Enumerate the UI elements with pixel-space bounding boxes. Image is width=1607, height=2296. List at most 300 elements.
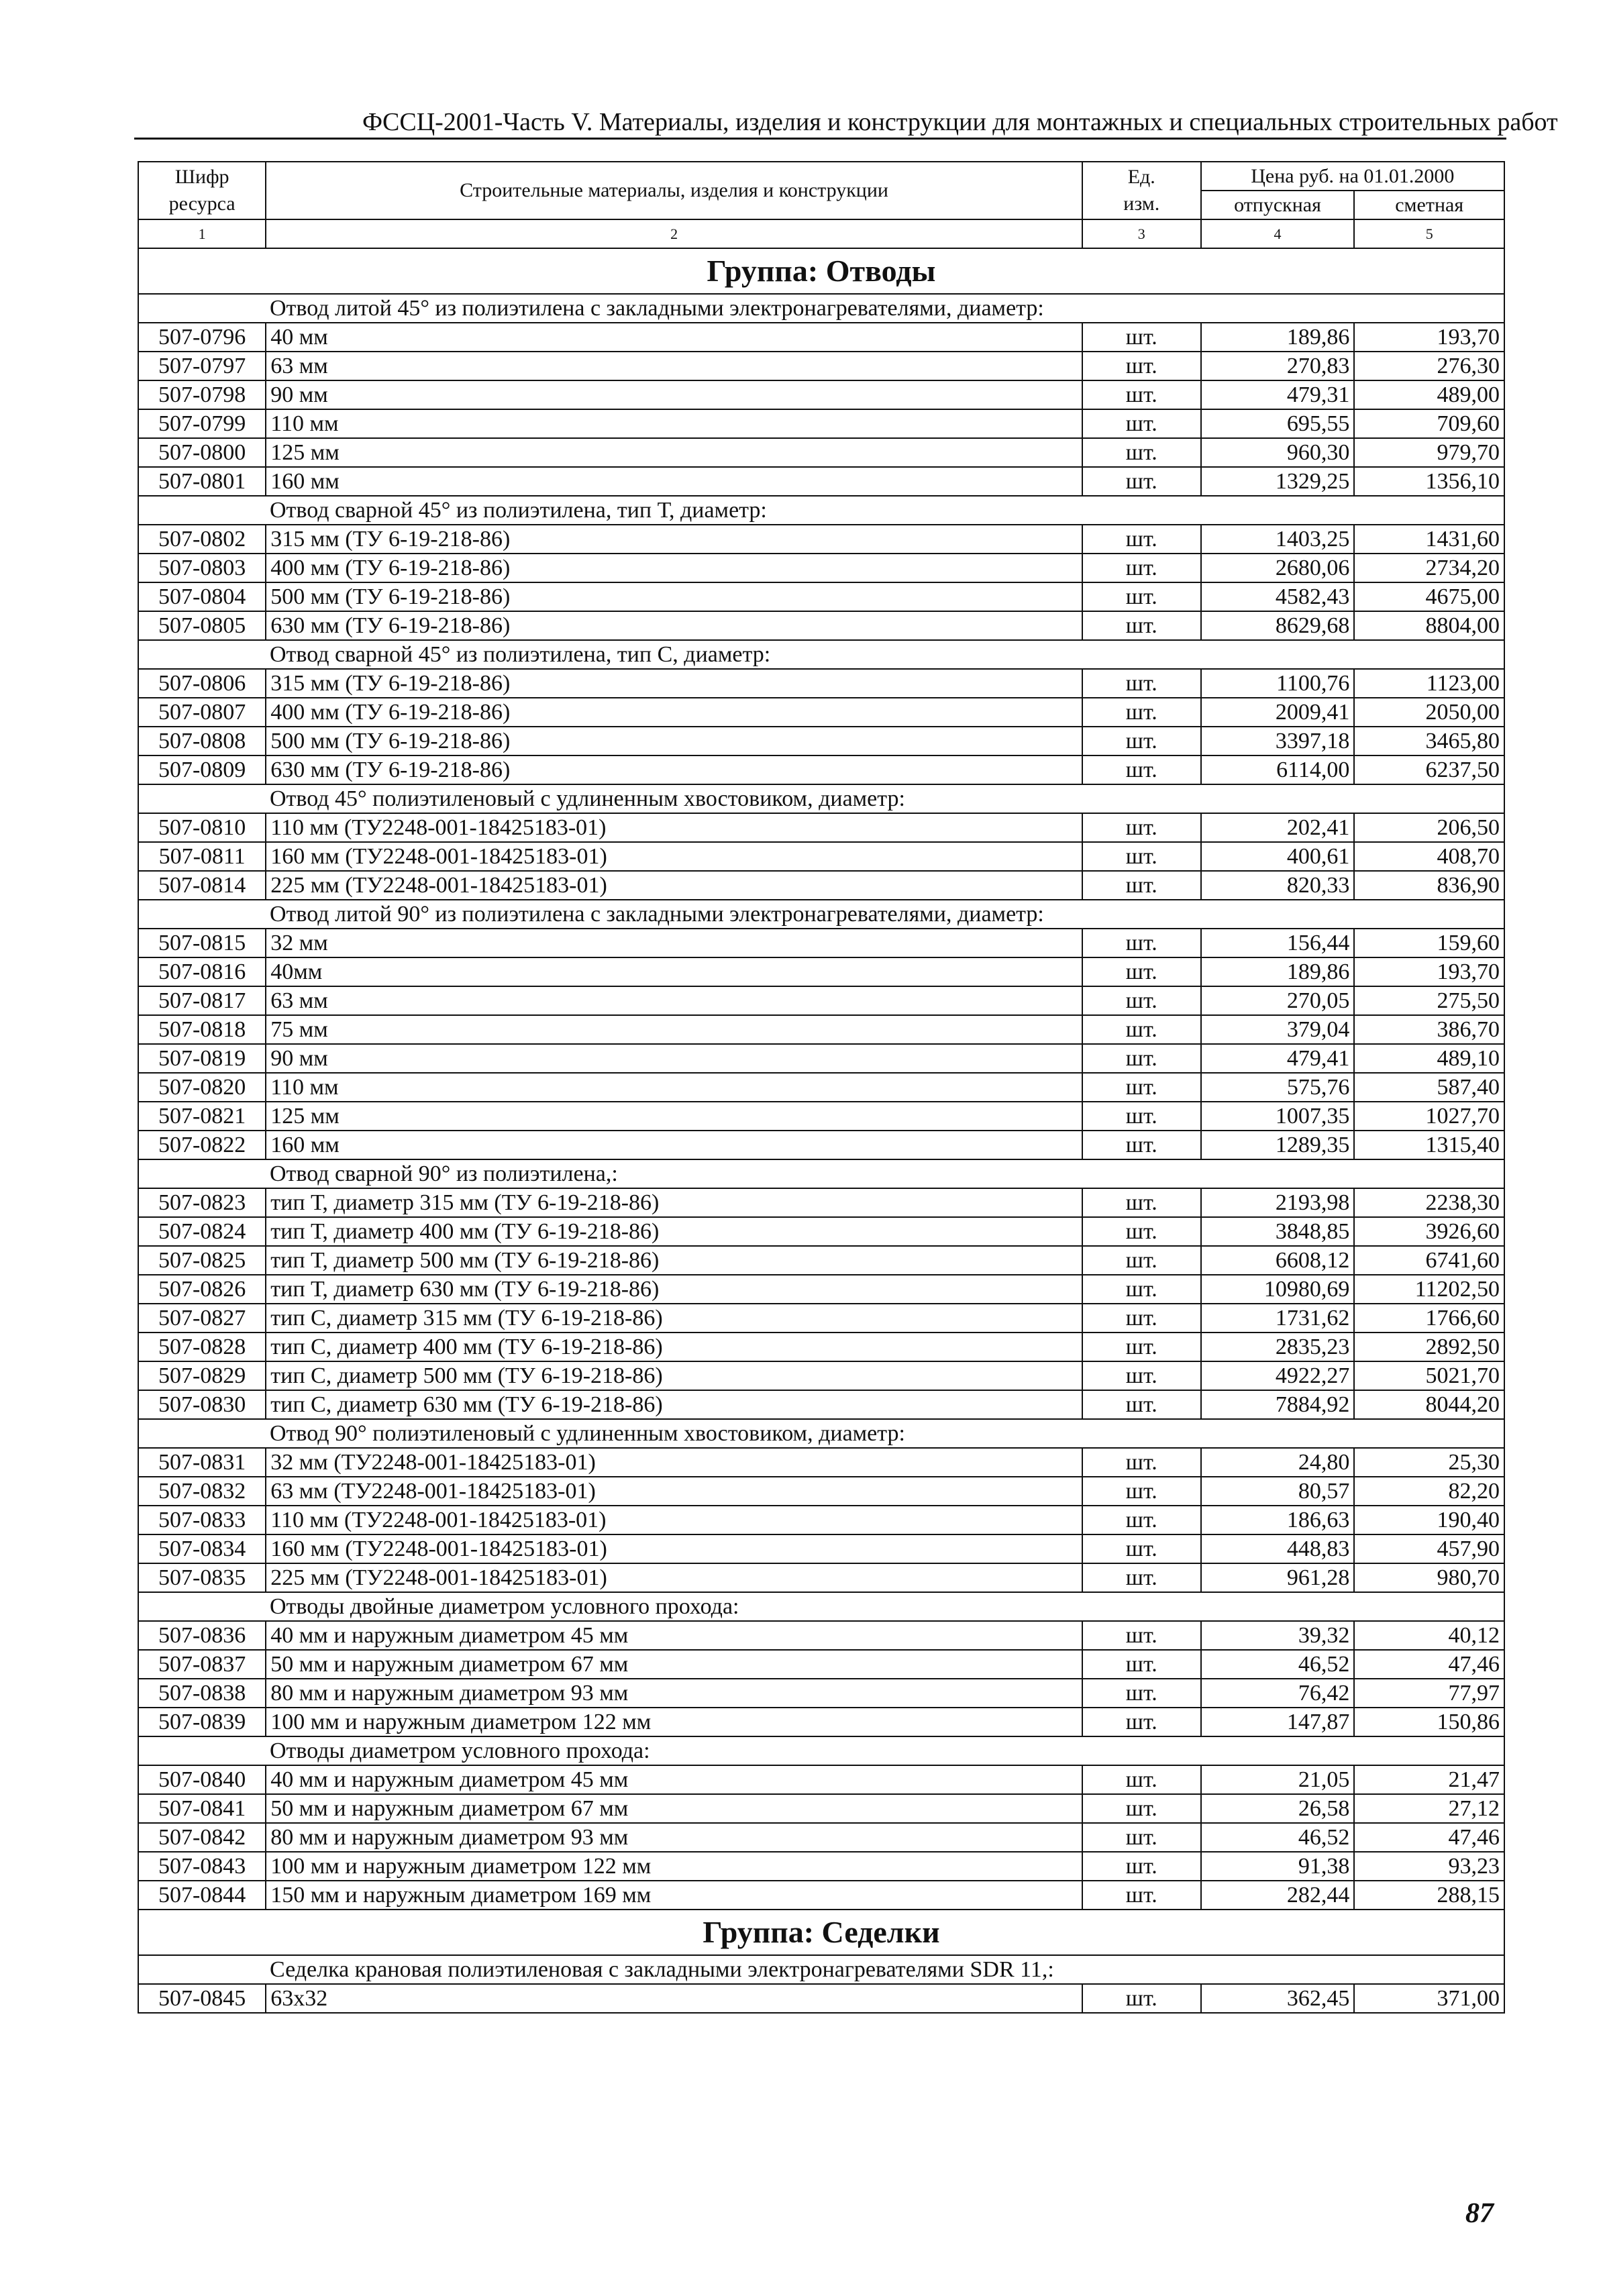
price-release: 448,83 xyxy=(1201,1534,1355,1563)
group-row xyxy=(138,1910,1504,1955)
resource-code: 507-0817 xyxy=(138,986,266,1015)
resource-code: 507-0836 xyxy=(138,1621,266,1650)
item-unit: шт. xyxy=(1082,1102,1201,1131)
item-unit: шт. xyxy=(1082,1650,1201,1679)
resource-code: 507-0805 xyxy=(138,611,266,640)
price-estimate: 3465,80 xyxy=(1354,727,1504,755)
table-row xyxy=(138,1477,1504,1506)
table-row xyxy=(138,1650,1504,1679)
col-header-price-estimate: сметная xyxy=(1354,191,1504,219)
subgroup-title: Отвод сварной 45° из полиэтилена, тип Т, диаметр: xyxy=(138,496,1504,525)
price-release: 6608,12 xyxy=(1201,1246,1355,1275)
item-name: тип Т, диаметр 315 мм (ТУ 6-19-218-86) xyxy=(266,1188,1082,1217)
price-estimate: 6741,60 xyxy=(1354,1246,1504,1275)
table-row xyxy=(138,554,1504,582)
item-name: 125 мм xyxy=(266,438,1082,467)
col-number: 3 xyxy=(1082,219,1201,248)
item-unit: шт. xyxy=(1082,1390,1201,1419)
item-name: 400 мм (ТУ 6-19-218-86) xyxy=(266,554,1082,582)
resource-code: 507-0834 xyxy=(138,1534,266,1563)
item-name: 50 мм и наружным диаметром 67 мм xyxy=(266,1650,1082,1679)
price-estimate: 489,10 xyxy=(1354,1044,1504,1073)
item-name: 500 мм (ТУ 6-19-218-86) xyxy=(266,727,1082,755)
resource-code: 507-0843 xyxy=(138,1852,266,1881)
item-unit: шт. xyxy=(1082,1188,1201,1217)
item-name: 225 мм (ТУ2248-001-18425183-01) xyxy=(266,1563,1082,1592)
resource-code: 507-0844 xyxy=(138,1881,266,1910)
table-row xyxy=(138,1361,1504,1390)
price-release: 3397,18 xyxy=(1201,727,1355,755)
item-unit: шт. xyxy=(1082,380,1201,409)
item-name: 315 мм (ТУ 6-19-218-86) xyxy=(266,669,1082,698)
table-row xyxy=(138,582,1504,611)
resource-code: 507-0831 xyxy=(138,1448,266,1477)
item-name: 90 мм xyxy=(266,380,1082,409)
item-name: 90 мм xyxy=(266,1044,1082,1073)
item-unit: шт. xyxy=(1082,698,1201,727)
price-estimate: 489,00 xyxy=(1354,380,1504,409)
subgroup-title: Отвод литой 45° из полиэтилена с закладными электронагревателями, диаметр: xyxy=(138,294,1504,323)
item-unit: шт. xyxy=(1082,438,1201,467)
price-estimate: 979,70 xyxy=(1354,438,1504,467)
price-estimate: 2892,50 xyxy=(1354,1333,1504,1361)
table-row xyxy=(138,871,1504,900)
header-rule xyxy=(134,138,1506,140)
col-header-name: Строительные материалы, изделия и конструкции xyxy=(266,162,1082,219)
item-name: 110 мм xyxy=(266,409,1082,438)
item-name: 40 мм xyxy=(266,323,1082,352)
item-name: тип С, диаметр 400 мм (ТУ 6-19-218-86) xyxy=(266,1333,1082,1361)
price-estimate: 2238,30 xyxy=(1354,1188,1504,1217)
price-estimate: 6237,50 xyxy=(1354,755,1504,784)
table-row xyxy=(138,1881,1504,1910)
table-row xyxy=(138,1015,1504,1044)
item-name: 110 мм xyxy=(266,1073,1082,1102)
price-estimate: 25,30 xyxy=(1354,1448,1504,1477)
price-estimate: 980,70 xyxy=(1354,1563,1504,1592)
item-unit: шт. xyxy=(1082,1217,1201,1246)
resource-code: 507-0840 xyxy=(138,1765,266,1794)
resource-code: 507-0808 xyxy=(138,727,266,755)
price-release: 270,83 xyxy=(1201,352,1355,380)
resource-code: 507-0804 xyxy=(138,582,266,611)
item-unit: шт. xyxy=(1082,1246,1201,1275)
price-release: 10980,69 xyxy=(1201,1275,1355,1304)
table-row xyxy=(138,1823,1504,1852)
resource-code: 507-0830 xyxy=(138,1390,266,1419)
item-unit: шт. xyxy=(1082,1534,1201,1563)
price-estimate: 1315,40 xyxy=(1354,1131,1504,1159)
price-estimate: 93,23 xyxy=(1354,1852,1504,1881)
price-estimate: 190,40 xyxy=(1354,1506,1504,1534)
table-row xyxy=(138,929,1504,957)
table-row xyxy=(138,1794,1504,1823)
item-unit: шт. xyxy=(1082,1881,1201,1910)
table-row xyxy=(138,1217,1504,1246)
price-estimate: 1027,70 xyxy=(1354,1102,1504,1131)
item-name: 32 мм xyxy=(266,929,1082,957)
price-release: 362,45 xyxy=(1201,1984,1355,2013)
price-release: 1289,35 xyxy=(1201,1131,1355,1159)
table-row xyxy=(138,1073,1504,1102)
resource-code: 507-0814 xyxy=(138,871,266,900)
table-row xyxy=(138,1390,1504,1419)
subgroup-row xyxy=(138,1736,1504,1765)
item-unit: шт. xyxy=(1082,1852,1201,1881)
resource-code: 507-0820 xyxy=(138,1073,266,1102)
item-name: 100 мм и наружным диаметром 122 мм xyxy=(266,1708,1082,1736)
price-estimate: 1356,10 xyxy=(1354,467,1504,496)
price-release: 820,33 xyxy=(1201,871,1355,900)
resource-code: 507-0801 xyxy=(138,467,266,496)
resource-code: 507-0809 xyxy=(138,755,266,784)
price-estimate: 47,46 xyxy=(1354,1823,1504,1852)
price-estimate: 2734,20 xyxy=(1354,554,1504,582)
price-estimate: 371,00 xyxy=(1354,1984,1504,2013)
resource-code: 507-0829 xyxy=(138,1361,266,1390)
price-release: 4922,27 xyxy=(1201,1361,1355,1390)
table-row xyxy=(138,1765,1504,1794)
item-unit: шт. xyxy=(1082,842,1201,871)
table-row xyxy=(138,611,1504,640)
resource-code: 507-0799 xyxy=(138,409,266,438)
subgroup-title: Отвод 45° полиэтиленовый с удлиненным хвостовиком, диаметр: xyxy=(138,784,1504,813)
resource-code: 507-0802 xyxy=(138,525,266,554)
item-name: 160 мм xyxy=(266,1131,1082,1159)
price-estimate: 587,40 xyxy=(1354,1073,1504,1102)
item-name: 160 мм (ТУ2248-001-18425183-01) xyxy=(266,842,1082,871)
price-estimate: 2050,00 xyxy=(1354,698,1504,727)
item-name: 225 мм (ТУ2248-001-18425183-01) xyxy=(266,871,1082,900)
price-release: 4582,43 xyxy=(1201,582,1355,611)
item-name: 63x32 xyxy=(266,1984,1082,2013)
price-estimate: 82,20 xyxy=(1354,1477,1504,1506)
price-release: 2835,23 xyxy=(1201,1333,1355,1361)
resource-code: 507-0806 xyxy=(138,669,266,698)
price-release: 479,31 xyxy=(1201,380,1355,409)
price-release: 400,61 xyxy=(1201,842,1355,871)
item-name: 110 мм (ТУ2248-001-18425183-01) xyxy=(266,813,1082,842)
resource-code: 507-0828 xyxy=(138,1333,266,1361)
item-name: 125 мм xyxy=(266,1102,1082,1131)
item-name: тип Т, диаметр 500 мм (ТУ 6-19-218-86) xyxy=(266,1246,1082,1275)
price-estimate: 5021,70 xyxy=(1354,1361,1504,1390)
item-name: 80 мм и наружным диаметром 93 мм xyxy=(266,1679,1082,1708)
resource-code: 507-0832 xyxy=(138,1477,266,1506)
resource-code: 507-0797 xyxy=(138,352,266,380)
subgroup-row xyxy=(138,900,1504,929)
table-row xyxy=(138,1506,1504,1534)
item-name: 80 мм и наружным диаметром 93 мм xyxy=(266,1823,1082,1852)
price-release: 189,86 xyxy=(1201,323,1355,352)
group-row xyxy=(138,248,1504,294)
table-row xyxy=(138,1304,1504,1333)
item-unit: шт. xyxy=(1082,1621,1201,1650)
resource-code: 507-0827 xyxy=(138,1304,266,1333)
price-release: 189,86 xyxy=(1201,957,1355,986)
price-release: 270,05 xyxy=(1201,986,1355,1015)
table-row xyxy=(138,1621,1504,1650)
price-estimate: 1766,60 xyxy=(1354,1304,1504,1333)
item-unit: шт. xyxy=(1082,1044,1201,1073)
resource-code: 507-0810 xyxy=(138,813,266,842)
price-release: 91,38 xyxy=(1201,1852,1355,1881)
item-unit: шт. xyxy=(1082,611,1201,640)
resource-code: 507-0818 xyxy=(138,1015,266,1044)
item-unit: шт. xyxy=(1082,1131,1201,1159)
subgroup-title: Отводы диаметром условного прохода: xyxy=(138,1736,1504,1765)
price-estimate: 1431,60 xyxy=(1354,525,1504,554)
item-unit: шт. xyxy=(1082,755,1201,784)
group-title: Группа: Седелки xyxy=(138,1910,1504,1955)
item-unit: шт. xyxy=(1082,813,1201,842)
price-estimate: 40,12 xyxy=(1354,1621,1504,1650)
item-unit: шт. xyxy=(1082,1765,1201,1794)
table-row xyxy=(138,986,1504,1015)
price-release: 2009,41 xyxy=(1201,698,1355,727)
resource-code: 507-0816 xyxy=(138,957,266,986)
price-estimate: 206,50 xyxy=(1354,813,1504,842)
table-body xyxy=(138,248,1504,2013)
price-estimate: 709,60 xyxy=(1354,409,1504,438)
price-release: 1007,35 xyxy=(1201,1102,1355,1131)
resource-code: 507-0811 xyxy=(138,842,266,871)
item-unit: шт. xyxy=(1082,1563,1201,1592)
item-unit: шт. xyxy=(1082,1794,1201,1823)
price-release: 186,63 xyxy=(1201,1506,1355,1534)
item-name: 40 мм и наружным диаметром 45 мм xyxy=(266,1765,1082,1794)
table-row xyxy=(138,1679,1504,1708)
price-release: 575,76 xyxy=(1201,1073,1355,1102)
table-row xyxy=(138,1131,1504,1159)
item-unit: шт. xyxy=(1082,929,1201,957)
price-estimate: 159,60 xyxy=(1354,929,1504,957)
item-unit: шт. xyxy=(1082,409,1201,438)
price-estimate: 77,97 xyxy=(1354,1679,1504,1708)
item-unit: шт. xyxy=(1082,1448,1201,1477)
subgroup-row xyxy=(138,294,1504,323)
price-release: 46,52 xyxy=(1201,1650,1355,1679)
price-release: 6114,00 xyxy=(1201,755,1355,784)
item-unit: шт. xyxy=(1082,1477,1201,1506)
item-unit: шт. xyxy=(1082,1304,1201,1333)
item-unit: шт. xyxy=(1082,1361,1201,1390)
resource-code: 507-0842 xyxy=(138,1823,266,1852)
item-name: 100 мм и наружным диаметром 122 мм xyxy=(266,1852,1082,1881)
item-unit: шт. xyxy=(1082,669,1201,698)
price-estimate: 408,70 xyxy=(1354,842,1504,871)
item-unit: шт. xyxy=(1082,1708,1201,1736)
resource-code: 507-0796 xyxy=(138,323,266,352)
table-row xyxy=(138,1188,1504,1217)
price-table xyxy=(138,161,1505,2014)
item-name: 50 мм и наружным диаметром 67 мм xyxy=(266,1794,1082,1823)
table-row xyxy=(138,409,1504,438)
subgroup-row xyxy=(138,496,1504,525)
price-estimate: 47,46 xyxy=(1354,1650,1504,1679)
table-row xyxy=(138,352,1504,380)
item-unit: шт. xyxy=(1082,871,1201,900)
table-row xyxy=(138,323,1504,352)
table-row xyxy=(138,1246,1504,1275)
item-name: тип С, диаметр 500 мм (ТУ 6-19-218-86) xyxy=(266,1361,1082,1390)
subgroup-row xyxy=(138,1592,1504,1621)
subgroup-row xyxy=(138,1159,1504,1188)
subgroup-title: Отвод 90° полиэтиленовый с удлиненным хвостовиком, диаметр: xyxy=(138,1419,1504,1448)
col-header-price-release: отпускная xyxy=(1201,191,1355,219)
resource-code: 507-0824 xyxy=(138,1217,266,1246)
resource-code: 507-0825 xyxy=(138,1246,266,1275)
price-estimate: 8804,00 xyxy=(1354,611,1504,640)
resource-code: 507-0807 xyxy=(138,698,266,727)
item-unit: шт. xyxy=(1082,323,1201,352)
price-estimate: 4675,00 xyxy=(1354,582,1504,611)
resource-code: 507-0823 xyxy=(138,1188,266,1217)
price-estimate: 27,12 xyxy=(1354,1794,1504,1823)
item-name: 630 мм (ТУ 6-19-218-86) xyxy=(266,755,1082,784)
item-name: тип С, диаметр 315 мм (ТУ 6-19-218-86) xyxy=(266,1304,1082,1333)
price-estimate: 193,70 xyxy=(1354,957,1504,986)
table-row xyxy=(138,467,1504,496)
item-unit: шт. xyxy=(1082,554,1201,582)
price-estimate: 11202,50 xyxy=(1354,1275,1504,1304)
item-name: 63 мм xyxy=(266,352,1082,380)
item-unit: шт. xyxy=(1082,1333,1201,1361)
table-row xyxy=(138,1563,1504,1592)
price-estimate: 193,70 xyxy=(1354,323,1504,352)
table-row xyxy=(138,755,1504,784)
price-estimate: 276,30 xyxy=(1354,352,1504,380)
item-unit: шт. xyxy=(1082,1015,1201,1044)
price-release: 2680,06 xyxy=(1201,554,1355,582)
price-release: 961,28 xyxy=(1201,1563,1355,1592)
subgroup-row xyxy=(138,784,1504,813)
price-release: 282,44 xyxy=(1201,1881,1355,1910)
item-name: 75 мм xyxy=(266,1015,1082,1044)
table-row xyxy=(138,957,1504,986)
resource-code: 507-0821 xyxy=(138,1102,266,1131)
table-row xyxy=(138,1534,1504,1563)
item-unit: шт. xyxy=(1082,727,1201,755)
col-header-unit: Ед. изм. xyxy=(1082,162,1201,219)
item-name: 160 мм (ТУ2248-001-18425183-01) xyxy=(266,1534,1082,1563)
price-estimate: 3926,60 xyxy=(1354,1217,1504,1246)
table-row xyxy=(138,669,1504,698)
price-release: 1100,76 xyxy=(1201,669,1355,698)
table-row xyxy=(138,1275,1504,1304)
item-name: 63 мм xyxy=(266,986,1082,1015)
col-number: 2 xyxy=(266,219,1082,248)
item-unit: шт. xyxy=(1082,1073,1201,1102)
item-name: тип Т, диаметр 630 мм (ТУ 6-19-218-86) xyxy=(266,1275,1082,1304)
table-row xyxy=(138,1852,1504,1881)
table-row xyxy=(138,1708,1504,1736)
price-release: 695,55 xyxy=(1201,409,1355,438)
price-release: 1403,25 xyxy=(1201,525,1355,554)
item-name: 40мм xyxy=(266,957,1082,986)
price-estimate: 836,90 xyxy=(1354,871,1504,900)
price-estimate: 150,86 xyxy=(1354,1708,1504,1736)
price-release: 26,58 xyxy=(1201,1794,1355,1823)
table-row xyxy=(138,380,1504,409)
item-name: 160 мм xyxy=(266,467,1082,496)
price-release: 202,41 xyxy=(1201,813,1355,842)
col-number: 5 xyxy=(1354,219,1504,248)
price-release: 76,42 xyxy=(1201,1679,1355,1708)
price-release: 8629,68 xyxy=(1201,611,1355,640)
item-unit: шт. xyxy=(1082,1506,1201,1534)
subgroup-row xyxy=(138,640,1504,669)
price-release: 1329,25 xyxy=(1201,467,1355,496)
price-release: 24,80 xyxy=(1201,1448,1355,1477)
price-release: 3848,85 xyxy=(1201,1217,1355,1246)
item-unit: шт. xyxy=(1082,467,1201,496)
table-row xyxy=(138,438,1504,467)
item-unit: шт. xyxy=(1082,525,1201,554)
col-header-code: Шифр ресурса xyxy=(138,162,266,219)
resource-code: 507-0833 xyxy=(138,1506,266,1534)
resource-code: 507-0819 xyxy=(138,1044,266,1073)
item-name: тип Т, диаметр 400 мм (ТУ 6-19-218-86) xyxy=(266,1217,1082,1246)
page-header-title: ФССЦ-2001-Часть V. Материалы, изделия и конструкции для монтажных и специальных строительных работ xyxy=(362,108,1558,136)
resource-code: 507-0800 xyxy=(138,438,266,467)
page-number: 87 xyxy=(1465,2198,1494,2229)
table-row xyxy=(138,842,1504,871)
item-unit: шт. xyxy=(1082,1984,1201,2013)
price-estimate: 275,50 xyxy=(1354,986,1504,1015)
table-row xyxy=(138,1448,1504,1477)
resource-code: 507-0803 xyxy=(138,554,266,582)
col-header-price: Цена руб. на 01.01.2000 xyxy=(1201,162,1504,191)
item-name: 63 мм (ТУ2248-001-18425183-01) xyxy=(266,1477,1082,1506)
resource-code: 507-0845 xyxy=(138,1984,266,2013)
resource-code: 507-0835 xyxy=(138,1563,266,1592)
resource-code: 507-0822 xyxy=(138,1131,266,1159)
table-row xyxy=(138,1044,1504,1073)
resource-code: 507-0841 xyxy=(138,1794,266,1823)
price-release: 39,32 xyxy=(1201,1621,1355,1650)
price-release: 156,44 xyxy=(1201,929,1355,957)
price-estimate: 21,47 xyxy=(1354,1765,1504,1794)
item-name: 630 мм (ТУ 6-19-218-86) xyxy=(266,611,1082,640)
subgroup-row xyxy=(138,1419,1504,1448)
item-name: 150 мм и наружным диаметром 169 мм xyxy=(266,1881,1082,1910)
item-name: тип С, диаметр 630 мм (ТУ 6-19-218-86) xyxy=(266,1390,1082,1419)
price-release: 379,04 xyxy=(1201,1015,1355,1044)
item-name: 400 мм (ТУ 6-19-218-86) xyxy=(266,698,1082,727)
resource-code: 507-0798 xyxy=(138,380,266,409)
item-unit: шт. xyxy=(1082,957,1201,986)
subgroup-title: Седелка крановая полиэтиленовая с закладными электронагревателями SDR 11,: xyxy=(138,1955,1504,1984)
price-release: 479,41 xyxy=(1201,1044,1355,1073)
price-estimate: 457,90 xyxy=(1354,1534,1504,1563)
table-row xyxy=(138,1984,1504,2013)
item-unit: шт. xyxy=(1082,1823,1201,1852)
price-release: 2193,98 xyxy=(1201,1188,1355,1217)
item-name: 315 мм (ТУ 6-19-218-86) xyxy=(266,525,1082,554)
subgroup-row xyxy=(138,1955,1504,1984)
resource-code: 507-0815 xyxy=(138,929,266,957)
table-row xyxy=(138,698,1504,727)
subgroup-title: Отводы двойные диаметром условного прохода: xyxy=(138,1592,1504,1621)
resource-code: 507-0839 xyxy=(138,1708,266,1736)
subgroup-title: Отвод сварной 45° из полиэтилена, тип С, диаметр: xyxy=(138,640,1504,669)
item-name: 110 мм (ТУ2248-001-18425183-01) xyxy=(266,1506,1082,1534)
col-number: 4 xyxy=(1201,219,1355,248)
price-estimate: 288,15 xyxy=(1354,1881,1504,1910)
table-row xyxy=(138,1333,1504,1361)
item-unit: шт. xyxy=(1082,1679,1201,1708)
